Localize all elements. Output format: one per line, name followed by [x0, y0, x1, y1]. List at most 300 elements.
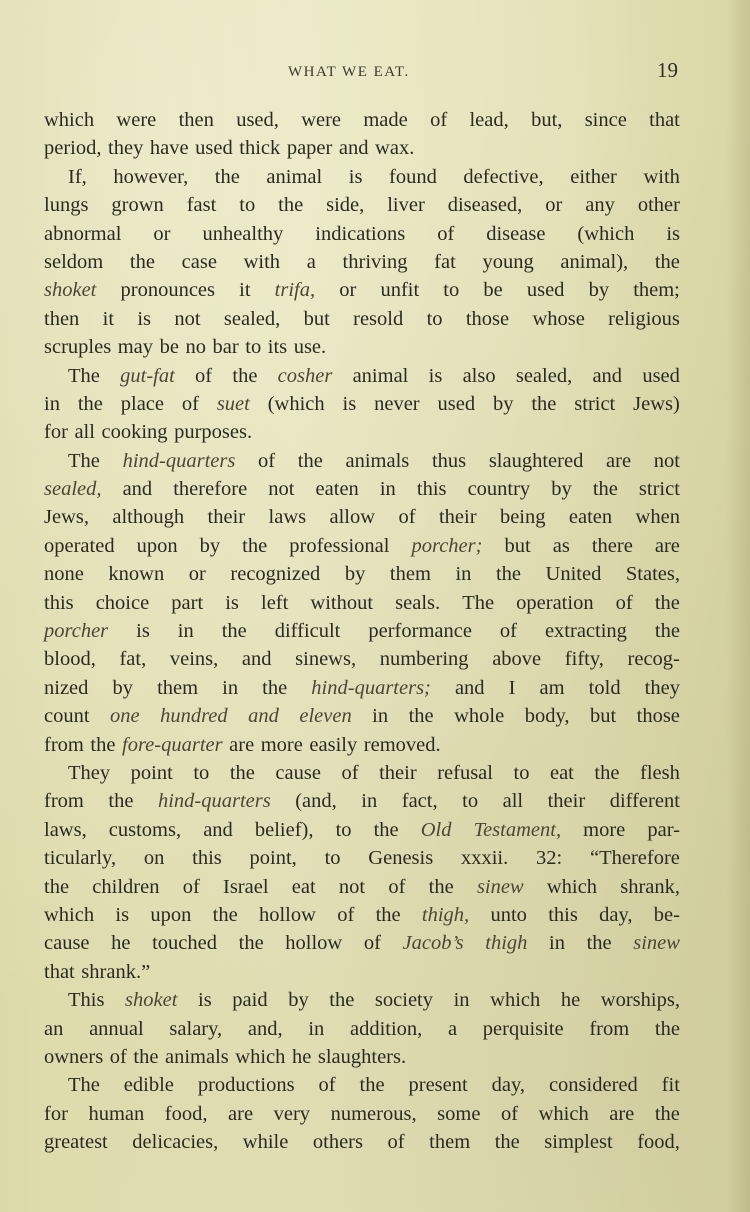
word: this [44, 591, 74, 614]
word: an [44, 1017, 64, 1040]
word: told [588, 676, 621, 699]
text-line [44, 1015, 680, 1043]
word: grown [111, 194, 164, 217]
word: The [68, 449, 100, 472]
word: part [171, 591, 204, 614]
text-line [44, 1071, 680, 1099]
word: of [387, 1131, 405, 1154]
word: its [267, 336, 288, 359]
word: he [560, 989, 581, 1012]
word: the [133, 1045, 159, 1068]
word: from [44, 733, 84, 756]
word: unto [490, 903, 527, 926]
word: the [408, 705, 434, 728]
word: of [182, 875, 200, 898]
word: made [363, 109, 408, 131]
word: not [174, 307, 201, 330]
italic-word: eleven [299, 705, 352, 728]
word: is [137, 307, 152, 330]
italic-word: hind-quarters [157, 790, 271, 813]
word: food, [637, 1131, 680, 1154]
word: country [467, 478, 531, 501]
word: the [77, 392, 103, 415]
italic-word: Testament, [473, 818, 562, 841]
word: the [108, 790, 134, 813]
word: the [238, 932, 264, 955]
word: resold [353, 307, 404, 330]
word: of [398, 506, 416, 529]
word: be [483, 279, 503, 302]
body-text [44, 106, 680, 1156]
word: seals. [395, 591, 441, 614]
italic-word: hind-quarters [122, 449, 236, 472]
word: and [454, 676, 485, 699]
word: in [453, 989, 470, 1012]
word: pronounces [120, 279, 216, 302]
word: slaughtered [488, 449, 584, 472]
word: perquisite [482, 1017, 564, 1040]
text-line [44, 958, 680, 986]
word: and [338, 137, 369, 160]
word: all [74, 421, 95, 444]
word: but [504, 534, 531, 557]
word: of [500, 1102, 519, 1125]
word: by [492, 392, 514, 415]
word: used [195, 137, 233, 160]
word: in [361, 790, 378, 813]
word: more [260, 733, 303, 756]
word: hollow [258, 903, 316, 926]
word: the [654, 1017, 680, 1040]
word: of [437, 222, 455, 245]
word: fit [661, 1074, 680, 1097]
word: whose [532, 307, 585, 330]
word: I [508, 676, 516, 699]
word: The [462, 591, 495, 614]
word: thick [239, 137, 281, 160]
italic-word: Jacob’s [402, 932, 464, 955]
italic-word: sinew [476, 875, 524, 898]
word: thriving [342, 250, 408, 273]
word: the [212, 903, 238, 926]
italic-word: one [110, 705, 140, 728]
word: to [443, 279, 460, 302]
word: extracting [544, 620, 627, 643]
text-line [44, 844, 680, 872]
word: and [592, 364, 623, 387]
word: am [539, 676, 565, 699]
word: in [222, 676, 239, 699]
word: left [261, 591, 289, 614]
word: States, [625, 563, 680, 586]
word: “Therefore [589, 847, 680, 870]
word: of [109, 1045, 127, 1068]
word: annual [89, 1017, 144, 1040]
word: liver [387, 194, 425, 217]
word: removed. [363, 733, 441, 756]
word: performance [368, 620, 472, 643]
word: were [301, 109, 342, 131]
word: their [438, 506, 477, 529]
word: be- [653, 903, 680, 926]
word: or [188, 563, 206, 586]
word: those [636, 705, 680, 728]
word: The [68, 364, 100, 387]
word: and [122, 478, 153, 501]
word: unfit [380, 279, 420, 302]
word: bar [212, 336, 239, 359]
word: blood, [44, 648, 96, 671]
word: human [88, 1102, 145, 1125]
word: to [513, 761, 530, 784]
word: laws, [44, 818, 87, 841]
word: strict [574, 392, 616, 415]
word: of [430, 109, 448, 131]
word: the [494, 1131, 520, 1154]
word: sealed, [515, 364, 573, 387]
text-line [44, 106, 680, 134]
italic-word: trifa, [274, 279, 316, 302]
word: fat [434, 250, 456, 273]
word: greatest [44, 1131, 108, 1154]
word: from [589, 1017, 630, 1040]
word: present [408, 1074, 468, 1097]
word: of [258, 449, 276, 472]
word: the [654, 620, 680, 643]
text-line [44, 560, 680, 588]
text-line [44, 475, 680, 503]
word: but, [531, 109, 563, 131]
word: which [538, 1102, 589, 1125]
word: eat [549, 761, 574, 784]
word: or [545, 194, 563, 217]
word: animal [352, 364, 409, 387]
word: the [229, 761, 255, 784]
word: they [108, 137, 144, 160]
italic-word: fore-quarter [122, 733, 223, 756]
word: of [195, 364, 213, 387]
italic-word: shoket [44, 279, 97, 302]
word: are [654, 534, 680, 557]
text-line [44, 163, 680, 191]
word: point [130, 761, 173, 784]
word: numerous, [330, 1102, 417, 1125]
word: shrank, [620, 875, 680, 898]
word: in [44, 392, 60, 415]
italic-word: porcher; [411, 534, 483, 557]
word: is [198, 989, 212, 1012]
word: indications [315, 222, 406, 245]
italic-word: hind-quarters; [311, 676, 431, 699]
word: this [192, 847, 222, 870]
word: for [44, 1102, 68, 1125]
italic-word: thigh [485, 932, 528, 955]
word: of [181, 392, 199, 415]
word: without [310, 591, 374, 614]
word: paid [232, 989, 268, 1012]
word: used [437, 392, 476, 415]
word: by [199, 534, 221, 557]
word: in [549, 932, 565, 955]
word: seldom [44, 250, 104, 273]
word: by [344, 563, 366, 586]
word: the [428, 875, 454, 898]
italic-word: porcher [44, 620, 109, 643]
word: the [278, 194, 304, 217]
word: the [654, 1102, 680, 1125]
text-line [44, 986, 680, 1014]
word: animals [164, 1045, 229, 1068]
word: their [379, 761, 417, 784]
italic-word: sinew [633, 932, 680, 955]
word: United [545, 563, 602, 586]
word: the [242, 534, 268, 557]
word: addition, [349, 1017, 423, 1040]
word: in [455, 563, 472, 586]
word: young [482, 250, 534, 273]
word: delicacies, [132, 1131, 219, 1154]
word: their [207, 506, 246, 529]
word: more [583, 818, 626, 841]
word: not [338, 875, 366, 898]
word: by [288, 989, 309, 1012]
word: he [111, 932, 131, 955]
word: allow [329, 506, 376, 529]
text-line [44, 731, 680, 759]
word: different [609, 790, 680, 813]
word: also [462, 364, 496, 387]
word: however, [113, 165, 189, 188]
word: therefore [173, 478, 248, 501]
word: this [548, 903, 578, 926]
word: ticularly, [44, 847, 117, 870]
word: the [232, 364, 258, 387]
word: animal [266, 165, 323, 188]
word: have [149, 137, 189, 160]
word: them; [633, 279, 680, 302]
word: and [203, 818, 233, 841]
word: used, [236, 109, 279, 131]
word: (which [267, 392, 325, 415]
text-line [44, 503, 680, 531]
word: owners [44, 1045, 104, 1068]
page-number: 19 [657, 58, 678, 82]
word: society [374, 989, 433, 1012]
word: is [225, 591, 239, 614]
word: he [291, 1045, 312, 1068]
word: known [108, 563, 165, 586]
word: are [609, 1102, 635, 1125]
word: those [465, 307, 510, 330]
word: diseased, [447, 194, 523, 217]
word: choice [95, 591, 150, 614]
word: a [306, 250, 316, 273]
word: which [235, 1045, 286, 1068]
word: thus [431, 449, 467, 472]
word: place [120, 392, 164, 415]
word: use. [293, 336, 327, 359]
word: the [594, 761, 620, 784]
word: shrank.” [81, 960, 151, 983]
word: them [429, 1131, 471, 1154]
text-line [44, 1128, 680, 1156]
word: edible [123, 1074, 174, 1097]
word: other [637, 194, 680, 217]
word: cause [275, 761, 321, 784]
word: cause [44, 932, 90, 955]
word: eaten [568, 506, 613, 529]
word: wax. [375, 137, 415, 160]
word: operation [516, 591, 594, 614]
text-line [44, 645, 680, 673]
word: laws [268, 506, 307, 529]
word: or [153, 222, 171, 245]
word: par- [647, 818, 680, 841]
word: of [337, 903, 355, 926]
italic-word: Old [420, 818, 452, 841]
word: either [570, 165, 617, 188]
word: be [159, 336, 179, 359]
word: Genesis [368, 847, 434, 870]
word: lead, [469, 109, 509, 131]
word: is [666, 222, 680, 245]
text-line [44, 787, 680, 815]
text-line [44, 220, 680, 248]
word: If, [68, 165, 87, 188]
word: then [178, 109, 214, 131]
word: that [44, 960, 75, 983]
word: to [193, 761, 210, 784]
word: (and, [295, 790, 337, 813]
text-line [44, 418, 680, 446]
word: They [68, 761, 111, 784]
italic-word: hundred [160, 705, 228, 728]
word: although [112, 506, 185, 529]
word: the [359, 1074, 385, 1097]
word: the [495, 563, 521, 586]
text-line [44, 191, 680, 219]
word: the [586, 932, 612, 955]
text-line [44, 929, 680, 957]
word: recog- [627, 648, 680, 671]
word: fact, [401, 790, 438, 813]
word: all [502, 790, 524, 813]
word: professional [289, 534, 390, 557]
word: in [177, 620, 194, 643]
word: or [339, 279, 357, 302]
word: disease [486, 222, 546, 245]
word: salary, [169, 1017, 223, 1040]
word: worships, [600, 989, 680, 1012]
word: productions [197, 1074, 295, 1097]
text-line [44, 305, 680, 333]
word: of [341, 761, 359, 784]
text-line [44, 362, 680, 390]
word: found [389, 165, 437, 188]
word: used [526, 279, 565, 302]
word: and, [247, 1017, 283, 1040]
word: the [373, 818, 399, 841]
word: is [348, 165, 363, 188]
word: the [654, 591, 680, 614]
word: and [241, 648, 272, 671]
word: are [228, 1102, 254, 1125]
word: strict [638, 478, 680, 501]
word: simplest [544, 1131, 613, 1154]
running-title: WHAT WE EAT. [288, 64, 410, 80]
word: xxxii. [460, 847, 509, 870]
word: This [68, 989, 105, 1012]
word: which [490, 989, 541, 1012]
word: abnormal [44, 222, 122, 245]
word: sinews, [295, 648, 357, 671]
word: fat, [119, 648, 147, 671]
word: side, [326, 194, 365, 217]
word: to [462, 790, 479, 813]
word: animal), [560, 250, 629, 273]
word: them [389, 563, 431, 586]
word: but [303, 307, 330, 330]
word: which [546, 875, 597, 898]
word: point, [249, 847, 297, 870]
word: Israel [223, 875, 269, 898]
word: the [329, 989, 355, 1012]
word: children [92, 875, 160, 898]
word: any [585, 194, 615, 217]
word: fifty, [564, 648, 604, 671]
word: never [374, 392, 420, 415]
word: sealed, [223, 307, 281, 330]
word: for [44, 421, 68, 444]
word: since [584, 109, 627, 131]
word: operated [44, 534, 115, 557]
word: by [112, 676, 133, 699]
word: veins, [169, 648, 219, 671]
word: it [239, 279, 251, 302]
word: of [615, 591, 633, 614]
text-line [44, 134, 680, 162]
word: not [268, 478, 295, 501]
word: that [649, 109, 680, 131]
word: by [551, 478, 572, 501]
word: body, [524, 705, 570, 728]
word: to [324, 847, 341, 870]
text-line [44, 248, 680, 276]
word: of [499, 620, 517, 643]
word: paper [286, 137, 333, 160]
italic-word: cosher [277, 364, 333, 387]
word: some [437, 1102, 481, 1125]
word: them [157, 676, 199, 699]
word: no [185, 336, 206, 359]
word: it [102, 307, 115, 330]
word: easily [309, 733, 358, 756]
italic-word: sealed, [44, 478, 102, 501]
italic-word: thigh, [421, 903, 470, 926]
word: refusal [437, 761, 493, 784]
word: purposes. [174, 421, 253, 444]
word: which [44, 109, 95, 131]
word: considered [548, 1074, 638, 1097]
word: to [239, 194, 256, 217]
word: of [363, 932, 381, 955]
word: Jews, [44, 506, 89, 529]
word: the [654, 250, 680, 273]
word: recognized [230, 563, 321, 586]
word: the [531, 392, 557, 415]
word: eaten [315, 478, 359, 501]
text-line [44, 390, 680, 418]
